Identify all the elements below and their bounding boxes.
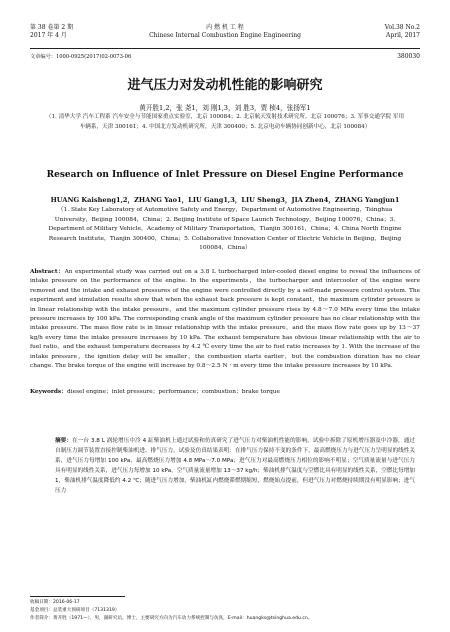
- abstract-en: [30, 268, 420, 371]
- footnotes: [30, 599, 420, 623]
- received-date: 收稿日期：2016-06-17: [30, 600, 80, 605]
- title-cn: 进气压力对发动机性能的影响研究: [127, 78, 323, 93]
- article-code: 380030: [397, 53, 420, 60]
- running-header: [30, 24, 420, 46]
- date-cn: 2017 年 4 月: [30, 31, 67, 39]
- article-number: 文章编号：1000-0925(2017)02-0073-06: [30, 54, 132, 60]
- abstract-en-text: An experimental study was carried out on a 3.8 L turbocharged inter-cooled diesel engine to reveal the influences of intake pressure on the performance of the engine. In the experiments，the turbocharger and intercooler of the engine were removed and the intake and exhaust pressures of the engine were controlled directly by a self-made pressure control system. The experiment and simulation results show that when the exhaust back pressure is kept constant，the maximum cylinder pressure is in linear relationship with the intake pressure，and the maximum cylinder pressure rises by 4.8～7.0 MPa every time the intake pressure increases by 100 kPa. The corresponding crank angle of the maximum cylinder pressure has no clear relationship with the intake pressure. The mass flow rate is in linear relationship with the intake pressure，and the mass flow rate goes up by 13～37 kg/h every time the intake pressure increases by 10 kPa. The exhaust temperature has obvious linear relationship with the air to fuel ratio，and the exhaust temperature decreases by 4.2 ℃ every time the air to fuel ratio increases by 1. With the increase of the intake pressure，the ignition delay will be smaller，the combustion starts earlier，but the combustion duration has no clear change. The brake torque of the engine will increase by 0.8～2.5 N · m every time the intake pressure increases by 10 kPa.: [30, 269, 420, 370]
- authors-cn: 黄开胜1,2，张 尧1，刘 刚1,3，刘 胜3，贾 桢4，张扬军1: [139, 104, 311, 112]
- date-en: April, 2017: [386, 31, 420, 39]
- header-divider: [30, 48, 420, 49]
- keywords-en-label: Keywords：: [30, 389, 67, 395]
- abstract-cn-text: 在一台 3.8 L 涡轮增压中冷 4 缸柴油机上通过试验和仿真研究了进气压力对柴油机性能的影响。试验中拆除了原机增压器及中冷器，通过自制压力调节装置直接控制柴油机进、排气压力。试验及仿真结果表明：在排气压力保持不变的条件下，最高燃烧压力与进气压力呈明显的线性关系，进气压力每增加 100 kPa，最高燃烧压力增加 4.8 MPa～7.0 MPa；进气压力对最高燃烧压力相位的影响不明显；空气质量流量与进气压力具有明显的线性关系，进气压力每增加 10 kPa，空气质量流量增加 13～37 kg/h；柴油机排气温度与空燃比具有明显的线性关系，空燃比每增加 1，柴油机排气温度降低约 4.2 ℃；随进气压力增加，柴油机缸内燃烧滞燃期缩短，燃烧始点提前，但进气压力对燃烧持续期没有明显影响；进气压力: [55, 438, 415, 494]
- header-journal: [30, 24, 420, 39]
- keywords-en: [30, 388, 420, 397]
- affiliations-cn: （1. 清华大学 汽车工程系 汽车安全与节能国家重点实验室，北京 100084；2. 北京航天发射技术研究所，北京 100076；3. 军事交通学院 军用车辆系，天津 300161；4. 中国北方发动机研究所，天津 300400；5. 北京电动车辆协同创新中心，北京 100084）: [45, 114, 405, 130]
- journal-name-en: Chinese Internal Combustion Engine Engineering: [149, 31, 301, 39]
- volume-issue-cn: 第 38 卷第 2 期: [30, 24, 74, 31]
- volume-issue-en: Vol.38 No.2: [384, 24, 420, 31]
- header-volume-en: [385, 24, 420, 39]
- abstract-cn: [55, 436, 415, 496]
- abstract-en-label: Abstract：: [30, 269, 65, 275]
- author-bio: 作者简介：黄开胜（1971—），男，副研究员，博士，主要研究方向为汽车动力系统控制与仿真，E-mail：huangks@tsinghua.edu.cn。: [30, 616, 313, 621]
- keywords-en-text: diesel engine；inlet pressure；performance；combustion；brake torque: [67, 389, 280, 395]
- authors-en: HUANG Kaisheng1,2，ZHANG Yao1，LIU Gang1,3，LIU Sheng3，JIA Zhen4，ZHANG Yangjun1: [50, 196, 400, 204]
- footnote-divider: [30, 596, 125, 597]
- title-en: Research on Influence of Inlet Pressure on Diesel Engine Performance: [46, 170, 404, 180]
- fund-project: 基金项目：总装重大预研项目（7131319）: [30, 608, 120, 613]
- abstract-cn-label: 摘要：: [55, 438, 73, 444]
- journal-name-cn: 内 燃 机 工 程: [206, 24, 244, 31]
- affiliations-en: （1. State Key Laboratory of Automotive Safety and Energy，Department of Automotive Engineering，Tsinghua University，Beijing 100084，China；2. Beijing Institute of Space Launch Technology，Beijing 100076，China；3. Department of Military Vehicle，Academy of Military Transportation，Tianjin 300161，China；4. China North Engine Research Institute，Tianjin 300400，China；5. Collaborative Innovation Center of Electric Vehicle in Beijing，Beijing 100084，China）: [48, 207, 402, 251]
